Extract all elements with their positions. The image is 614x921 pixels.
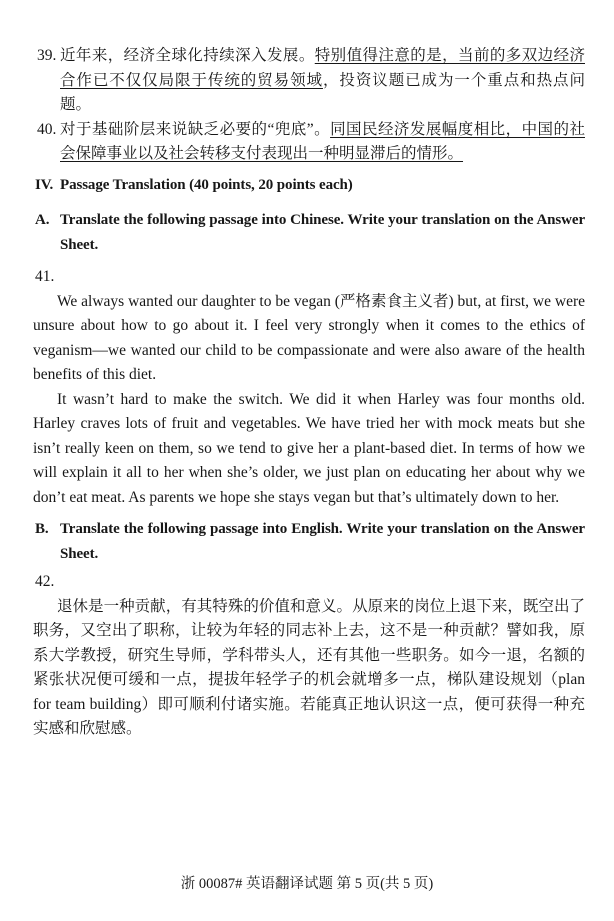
passage-42-paragraph-1: 退休是一种贡献，有其特殊的价值和意义。从原来的岗位上退下来，既空出了职务，又空出了职称，让较为年轻的同志补上去，这不是一种贡献？譬如我，原系大学教授，研究生导师，学科带头人，还有其他一些职务。如今一退，名额的紧张状况便可缓和一点，提拔年轻学子的机会就增多一点，梯队建设规划（plan for team building）即可顺利付诸实施。若能真正地认识这一点，便可获得一种充实感和欣慰感。: [33, 597, 585, 737]
question-39-number: 39.: [37, 47, 57, 64]
question-40-number: 40.: [37, 120, 57, 138]
question-40-text: [60, 118, 585, 167]
passage-41-paragraph-1: We always wanted our daughter to be vegan (严格素食主义者) but, at first, we were unsure about how to go about it. I feel very strongly when it comes to the ethics of veganism—we wanted our child to be compassionate and were also aware of the health benefits of this diet.: [33, 292, 585, 383]
part-a-label: A.: [35, 212, 50, 228]
passage-41-number: 41.: [35, 268, 55, 285]
question-39-text: [60, 44, 585, 118]
question-40: [33, 118, 585, 167]
question-39-segment-underlined: 特别值得注意的是，当前的多双边经济合作已不仅仅局限于传统的贸易领域: [60, 47, 585, 89]
section-iv-label: IV.: [35, 176, 54, 193]
part-b-heading: [33, 517, 585, 566]
section-iv-heading: [33, 173, 585, 198]
part-a-title: Translate the following passage into Chinese. Write your translation on the Answer Sheet.: [60, 212, 585, 253]
page-footer: 浙 00087# 英语翻译试题 第 5 页(共 5 页): [180, 876, 434, 892]
question-list: [33, 44, 585, 167]
question-40-segment-plain: 对于基础阶层来说缺乏必要的“兜底”。: [60, 120, 331, 138]
question-39: [33, 44, 585, 118]
section-iv-title: Passage Translation (40 points, 20 points each): [60, 176, 353, 193]
part-b-label: B.: [35, 521, 49, 537]
question-39-segment-plain: 近年来，经济全球化持续深入发展。: [60, 47, 315, 64]
question-39-segment-plain-2: ，投资议题已成为一个重点和热点问题。: [60, 71, 585, 113]
passage-41-paragraph-2: It wasn’t hard to make the switch. We did it when Harley was four months old. Harley craves lots of fruit and vegetables. We have tried her with mock meats but she isn’t really keen on them, so we tend to give her a plant-based diet. In terms of how we will explain it all to her when she’s older, we just plan on educating her about why we don’t eat meat. As parents we hope she stays vegan but that’s ultimately down to her.: [33, 390, 585, 506]
passage-42-number: 42.: [35, 573, 55, 590]
part-a-heading: [33, 208, 585, 257]
question-40-segment-underlined: 同国民经济发展幅度相比，中国的社会保障事业以及社会转移支付表现出一种明显滞后的情形。: [60, 120, 585, 162]
part-b-title: Translate the following passage into English. Write your translation on the Answer Sheet.: [60, 521, 585, 562]
